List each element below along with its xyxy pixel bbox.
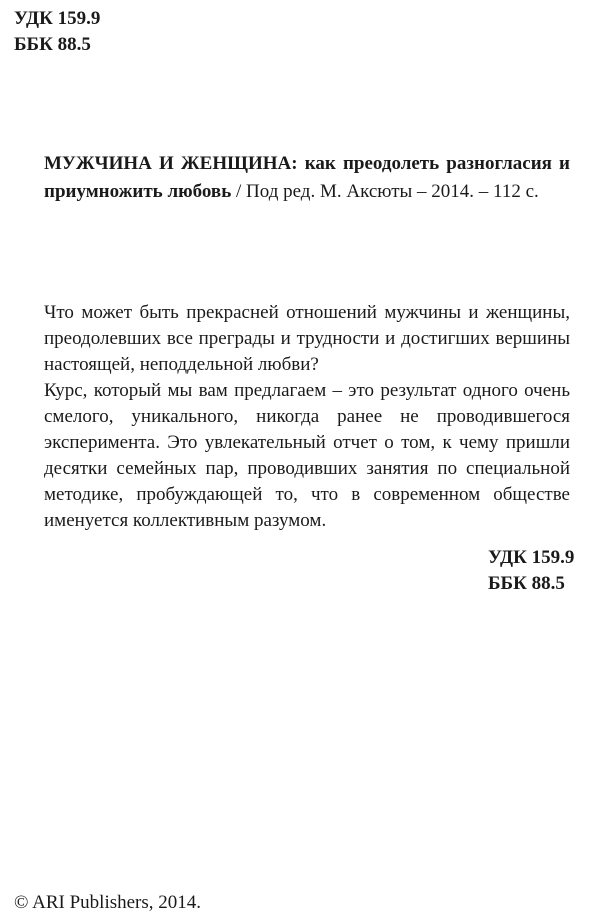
annotation [44,300,570,534]
bibliographic-details: / Под ред. М. Аксюты – 2014. – 112 с. [231,181,539,202]
annotation-paragraph-2: Курс, который мы вам предлагаем – это результат одного очень смелого, уникального, никогда ранее не проводившегося эксперимента. Это увлекательный отчет о том, к чему пришли десятки семейных пар, проводивших занятия по специальной методике, пробуждающей то, что в современном обществе именуется коллективным разумом. [44,380,570,531]
copyright-notice: © ARI Publishers, 2014. [14,892,202,913]
bibliographic-entry [44,150,570,206]
book-title: МУЖЧИНА И ЖЕНЩИНА: как преодолеть разногласия и приумножить любовь [44,153,570,202]
annotation-paragraph-1: Что может быть прекрасней отношений мужчины и женщины, преодолевших все преграды и трудности и достигших вершины настоящей, неподдельной любви? [44,302,570,375]
classification-codes-top [14,6,100,58]
bbk-code: ББК 88.5 [14,34,91,55]
classification-codes-bottom [488,545,574,597]
udk-code: УДК 159.9 [14,8,101,29]
bbk-code: ББК 88.5 [488,573,565,594]
udk-code: УДК 159.9 [488,547,575,568]
